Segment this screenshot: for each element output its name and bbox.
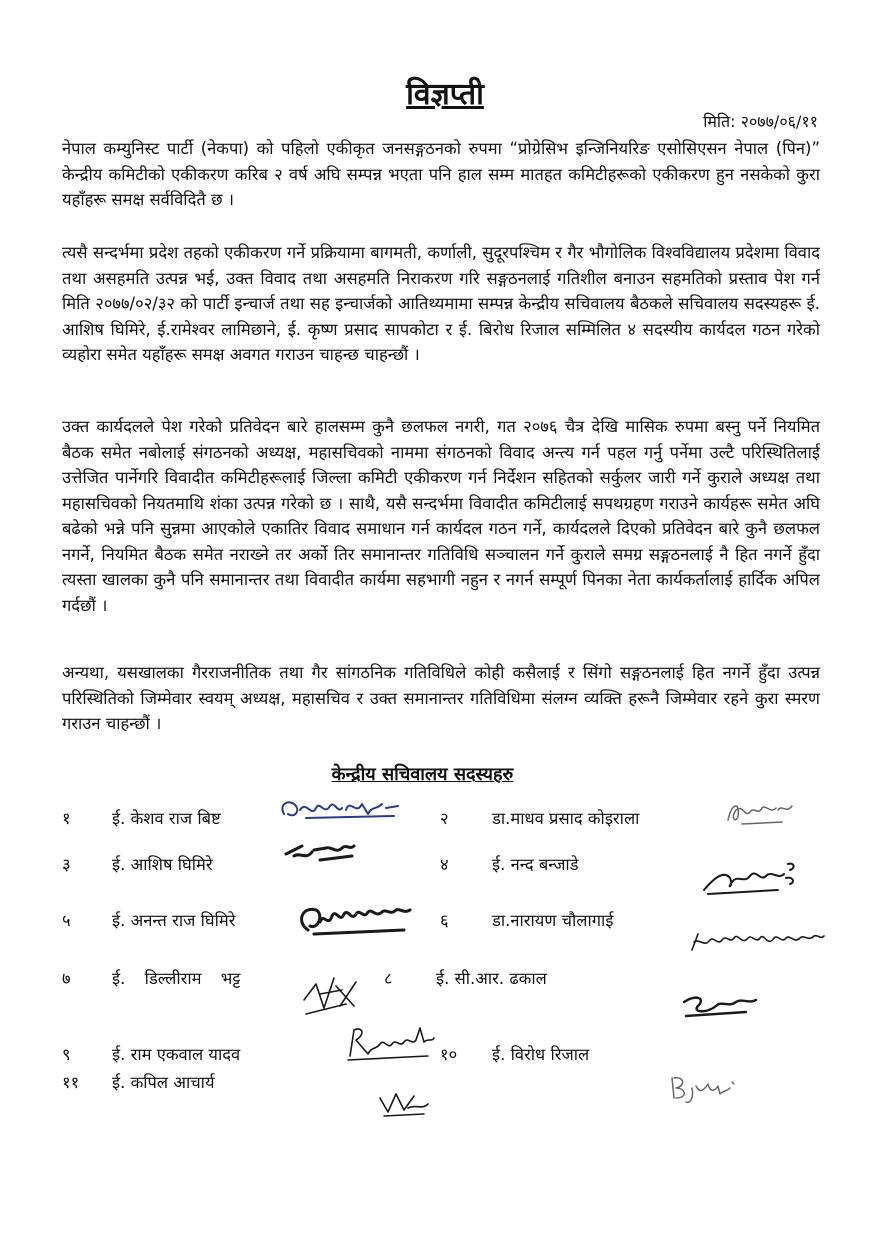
member-number: ८ (384, 969, 393, 988)
member-name: डा.माधव प्रसाद कोइराला (492, 809, 640, 828)
member-name: ई. नन्द बन्जाडे (492, 855, 579, 874)
member-number: ७ (62, 969, 71, 988)
member-name: ई. अनन्त राज घिमिरे (112, 911, 236, 930)
member-number: ३ (62, 855, 71, 874)
member-number: ५ (62, 911, 71, 930)
member-name: ई. सी.आर. ढकाल (436, 969, 547, 988)
signature-7 (296, 964, 366, 1020)
notice-title: विज्ञप्ती (406, 77, 484, 112)
member-number: ४ (440, 855, 449, 874)
member-number: ६ (440, 911, 449, 930)
signature-2 (722, 794, 802, 828)
member-number: ९ (62, 1045, 71, 1064)
paragraph-2: त्यसै सन्दर्भमा प्रदेश तहको एकीकरण गर्ने प्रक्रियामा बागमती, कर्णाली, सुदूरपश्चिम र गैर भौगोलिक विश्वविद्यालय प्रदेशमा विवाद तथा असहमति उत्पन्न भई, उक्त विवाद तथा असहमति निराकरण गरि सङ्गठनलाई गतिशील बनाउन सहमतिको प्रस्ताव पेश गर्न मिति २०७७/०२/३२ को पार्टी इन्चार्ज तथा सह इन्चार्जको आतिथ्यमामा सम्पन्न केन्द्रीय सचिवालय बैठकले सचिवालय सदस्यहरू ई. आशिष घिमिरे, ई.रामेश्वर लामिछाने, ई. कृष्ण प्रसाद सापकोटा र ई. बिरोध रिजाल सम्मिलित ४ सदस्यीय कार्यदल गठन गरेको व्यहोरा समेत यहाँहरू समक्ष अवगत गराउन चाहन्छ चाहन्छौं । (62, 243, 820, 364)
signature-4 (698, 856, 808, 900)
member-name: ई. केशव राज बिष्ट (112, 809, 221, 828)
member-number: १ (62, 809, 71, 828)
members-heading: केन्द्रीय सचिवालय सदस्यहरु (331, 764, 514, 785)
member-number: ११ (62, 1073, 80, 1092)
member-name: ई. कपिल आचार्य (112, 1073, 215, 1092)
signature-3 (280, 834, 360, 866)
signature-11 (664, 1070, 754, 1106)
signature-9 (340, 1020, 440, 1064)
member-name: ई. राम एकवाल यादव (112, 1045, 241, 1064)
member-name: ई. डिल्लीराम भट्ट (112, 969, 241, 988)
member-number: १० (440, 1045, 458, 1064)
paragraph-1: नेपाल कम्युनिस्ट पार्टी (नेकपा) को पहिलो एकीकृत जनसङ्गठनको रुपमा “प्रोग्रेसिभ इन्जिनियरिङ एसोसिएसन नेपाल (पिन)” केन्द्रीय कमिटीको एकीकरण करिब २ वर्ष अघि सम्पन्न भएता पनि हाल सम्म मातहत कमिटीहरूको एकीकरण हुन नसकेको कुरा यहाँहरू समक्ष सर्वविदितै छ । (62, 139, 820, 209)
member-number: २ (440, 809, 449, 828)
signature-1 (276, 792, 406, 826)
member-name: ई. आशिष घिमिरे (112, 855, 213, 874)
signature-10 (374, 1080, 434, 1120)
paragraph-3: उक्त कार्यदलले पेश गरेको प्रतिवेदन बारे हालसम्म कुनै छलफल नगरी, गत २०७६ चैत्र देखि मासिक रुपमा बस्नु पर्ने नियमित बैठक समेत नबोलाई संगठनको अध्यक्ष, महासचिवको नाममा संगठनको विवाद अन्त्य गर्न पहल गर्नु पर्नेमा उल्टै परिस्थितिलाई उत्तेजित पार्नेगरि विवादीत कमिटीहरूलाई जिल्ला कमिटी एकीकरण गर्न निर्देशन सहितको सर्कुलर जारी गर्ने कुराले अध्यक्ष तथा महासचिवको नियतमाथि शंका उत्पन्न गरेको छ । साथै, यसै सन्दर्भमा विवादीत कमिटीलाई सपथग्रहण गराउने कार्यहरू समेत अघि बढेको भन्ने पनि सुन्नमा आएकोले एकातिर विवाद समाधान गर्न कार्यदल गठन गर्ने, कार्यदलले दिएको प्रतिवेदन बारे कुनै छलफल नगर्ने, नियमित बैठक समेत नराख्ने तर अर्को तिर समानान्तर गतिविधि सञ्चालन गर्ने कुराले समग्र सङ्गठनलाई नै हित नगर्ने हुँदा त्यस्ता खालका कुनै पनि समानान्तर तथा विवादीत कार्यमा सहभागी नहुन र नगर्न सम्पूर्ण पिनका नेता कार्यकर्तालाई हार्दिक अपिल गर्दछौं । (62, 417, 820, 615)
signature-5 (294, 900, 418, 940)
paragraph-4: अन्यथा, यसखालका गैरराजनीतिक तथा गैर सांगठनिक गतिविधिले कोही कसैलाई र सिंगो सङ्गठनलाई हित नगर्ने हुँदा उत्पन्न परिस्थितिको जिम्मेवार स्वयम् अध्यक्ष, महासचिव र उक्त समानान्तर गतिविधिमा संलग्न व्यक्ति हरूनै जिम्मेवार रहने कुरा स्मरण गराउन चाहन्छौं । (62, 663, 820, 733)
member-name: डा.नारायण चौलागाई (492, 911, 614, 930)
signature-6 (686, 920, 830, 960)
notice-date: मिति: २०७७/०६/११ (703, 112, 818, 131)
member-name: ई. विरोध रिजाल (492, 1045, 590, 1064)
signature-8 (676, 984, 766, 1024)
